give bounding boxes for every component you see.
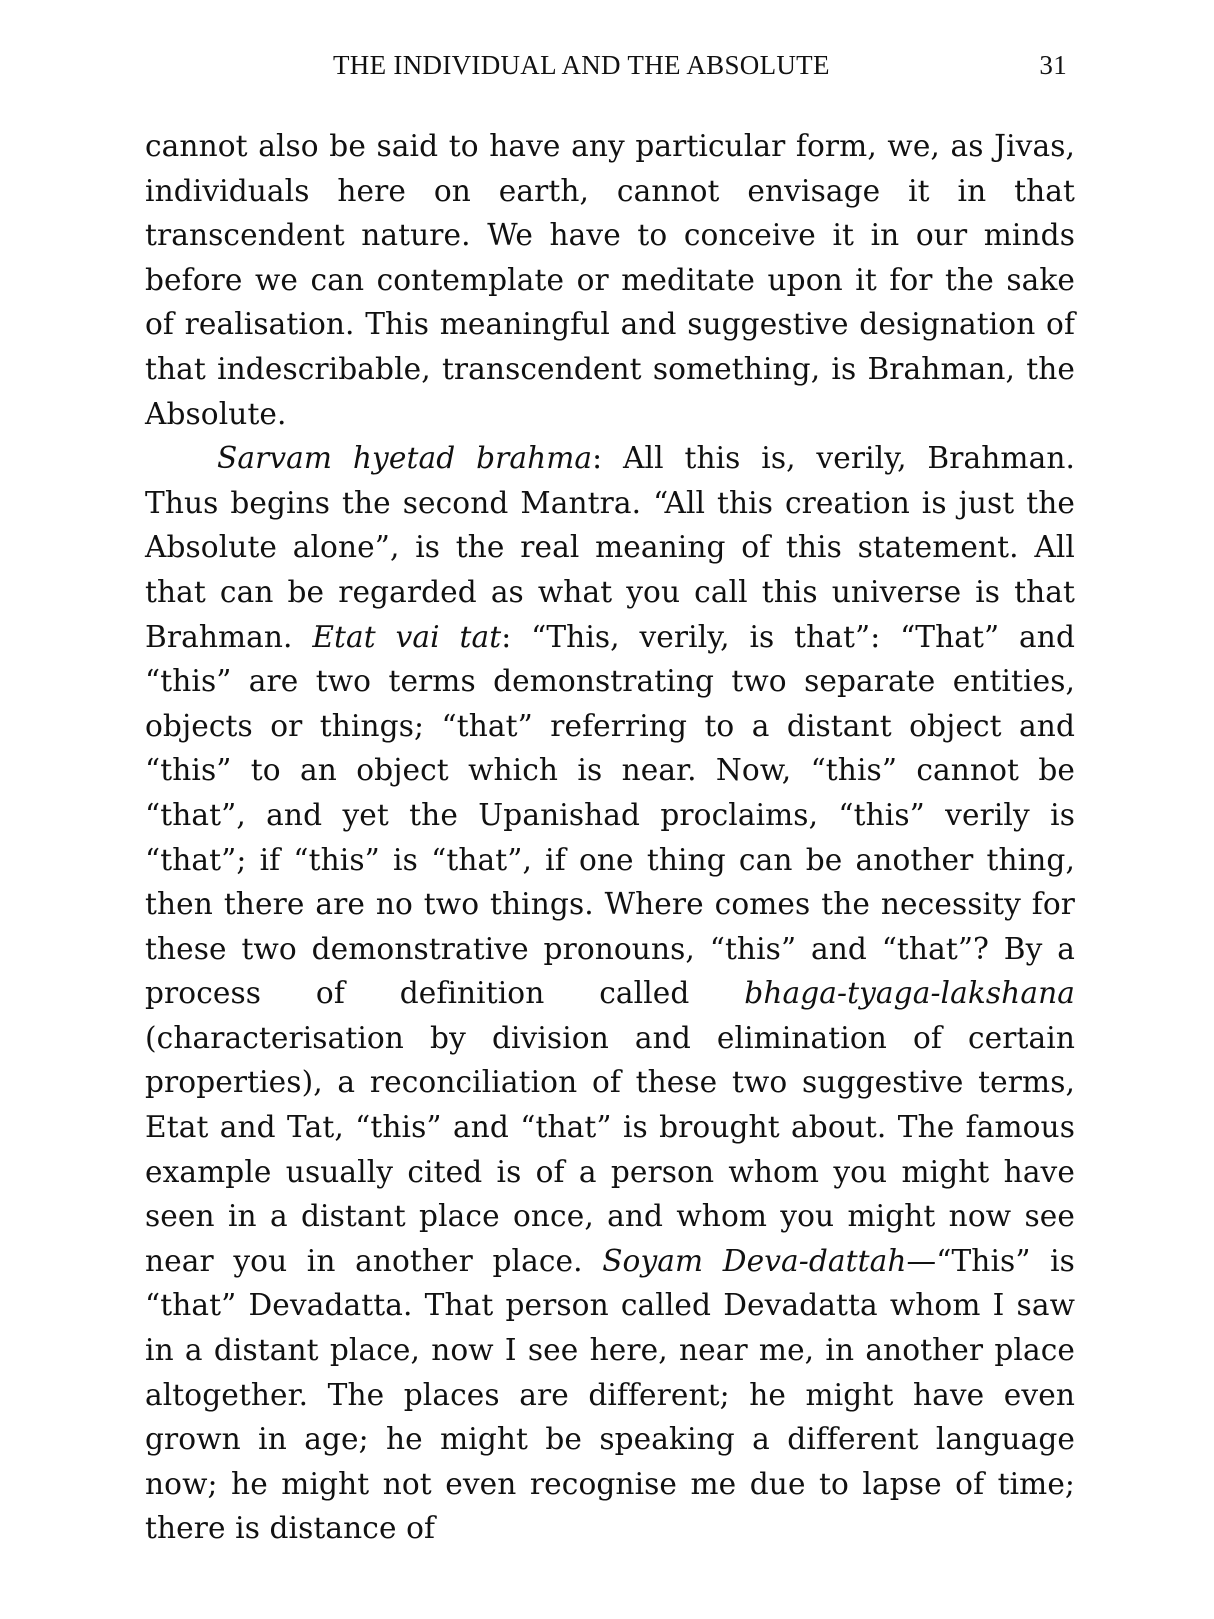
sanskrit-phrase: Soyam Deva-dattah xyxy=(602,1243,907,1278)
sanskrit-phrase: Etat vai tat xyxy=(312,619,502,654)
paragraph-text: : All this is, verily, Brahman. Thus begins the second Mantra. “All this creation is just the Absolute alone”, is the real meaning of this statement. All that can be regarded as what you call this universe is that Brahman. xyxy=(145,441,1075,654)
sanskrit-phrase: bhaga-tyaga-lakshana xyxy=(744,976,1075,1011)
paragraph xyxy=(145,124,1075,436)
body-text xyxy=(145,124,1075,1551)
sanskrit-phrase: Sarvam hyetad brahma xyxy=(217,441,593,476)
running-header xyxy=(145,50,1075,86)
page-number: 31 xyxy=(1039,50,1067,80)
paragraph-text: : “This, verily, is that”: “That” and “this” are two terms demonstrating two separate entities, objects or things; “that” referring to a distant object and “this” to an object which is near. Now, “this” cannot be “that”, and yet the Upanishad proclaims, “this” verily is “that”; if “this” is “that”, if one thing can be another thing, then there are no two things. Where comes the necessity for these two demonstrative pronouns, “this” and “that”? By a process of definition called xyxy=(145,619,1075,1011)
paragraph-text: —“This” is “that” Devadatta. That person called Devadatta whom I saw in a distant place, now I see here, near me, in another place altogether. The places are different; he might have even grown in age; he might be speaking a different language now; he might not even recognise me due to lapse of time; there is distance of xyxy=(145,1243,1075,1546)
running-header-title: THE INDIVIDUAL AND THE ABSOLUTE xyxy=(333,50,830,80)
paragraph-text: (characterisation by division and elimination of certain properties), a reconciliation of these two suggestive terms, Etat and Tat, “this” and “that” is brought about. The famous example usually cited is of a person whom you might have seen in a distant place once, and whom you might now see near you in another place. xyxy=(145,1020,1075,1278)
paragraph xyxy=(145,436,1075,1551)
paragraph-text: cannot also be said to have any particular form, we, as Jivas, individuals here on earth, cannot envisage it in that transcendent nature. We have to conceive it in our minds before we can contemplate or meditate upon it for the sake of realisation. This meaningful and suggestive designation of that indescribable, transcendent something, is Brahman, the Absolute. xyxy=(145,129,1075,431)
